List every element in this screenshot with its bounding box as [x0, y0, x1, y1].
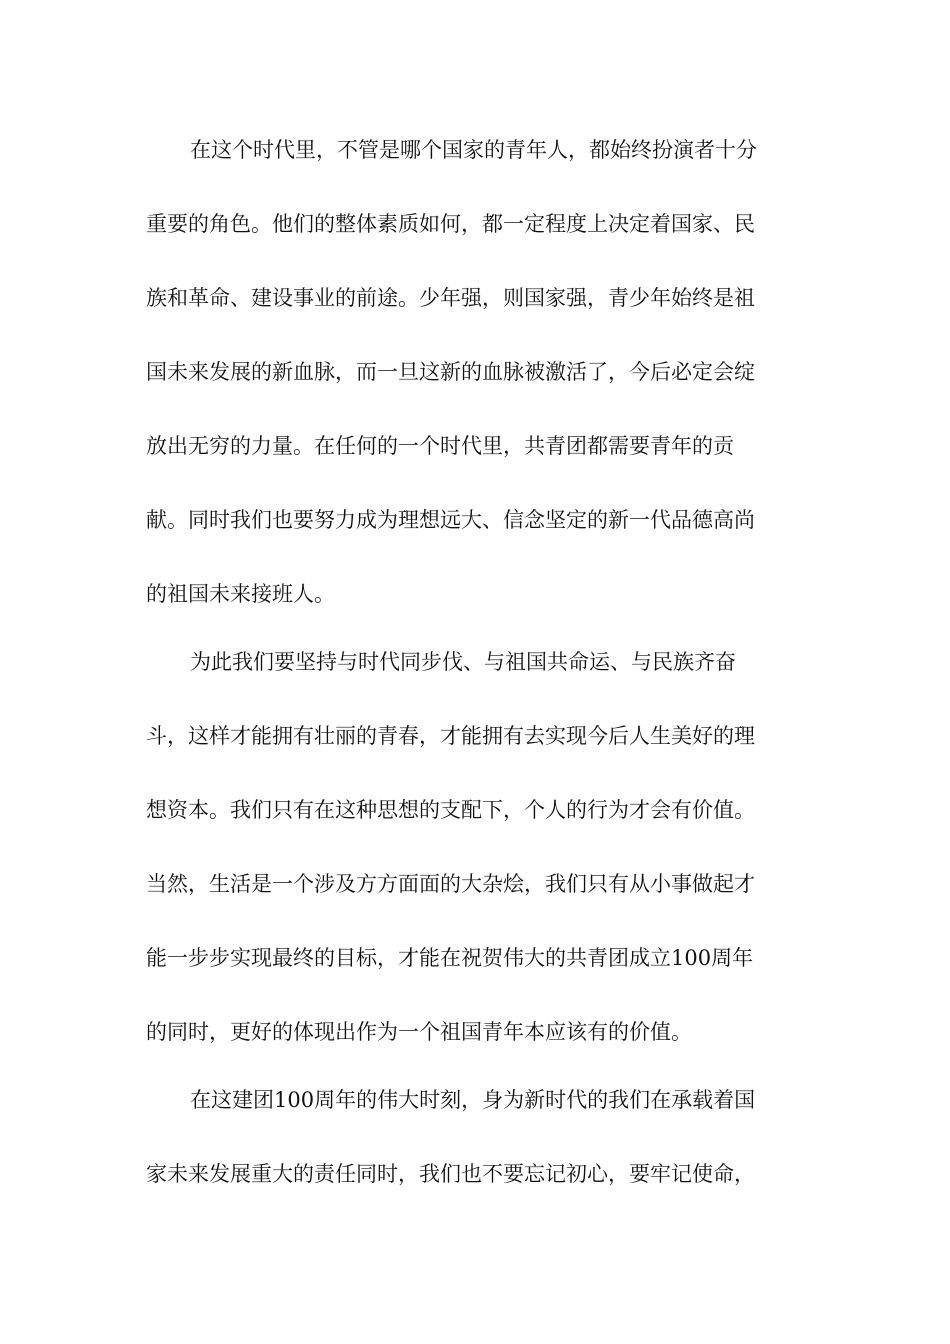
paragraph-3-line-2: 家未来发展重大的责任同时，我们也不要忘记初心，要牢记使命， — [146, 1162, 755, 1186]
paragraph-2-line-6: 的同时，更好的体现出作为一个祖国青年本应该有的价值。 — [146, 1020, 692, 1044]
paragraph-2-line-5: 能一步步实现最终的目标，才能在祝贺伟大的共青团成立100周年 — [146, 946, 754, 970]
paragraph-2-line-3: 想资本。我们只有在这种思想的支配下，个人的行为才会有价值。 — [146, 798, 755, 822]
paragraph-1-line-1: 在这个时代里，不管是哪个国家的青年人，都始终扮演者十分 — [190, 138, 757, 162]
paragraph-1-line-6: 献。同时我们也要努力成为理想远大、信念坚定的新一代品德高尚 — [146, 508, 755, 532]
paragraph-1-line-3: 族和革命、建设事业的前途。少年强，则国家强，青少年始终是祖 — [146, 286, 755, 310]
paragraph-2-line-2: 斗，这样才能拥有壮丽的青春，才能拥有去实现今后人生美好的理 — [146, 724, 755, 748]
paragraph-1-line-7: 的祖国未来接班人。 — [146, 582, 335, 606]
paragraph-1-line-4: 国未来发展的新血脉，而一旦这新的血脉被激活了，今后必定会绽 — [146, 360, 755, 384]
paragraph-3-line-1: 在这建团100周年的伟大时刻，身为新时代的我们在承载着国 — [190, 1088, 756, 1112]
paragraph-2-line-4: 当然，生活是一个涉及方方面面的大杂烩，我们只有从小事做起才 — [146, 872, 755, 896]
paragraph-1-line-5: 放出无穷的力量。在任何的一个时代里，共青团都需要青年的贡 — [146, 434, 734, 458]
paragraph-2-line-1: 为此我们要坚持与时代同步伐、与祖国共命运、与民族齐奋 — [190, 650, 736, 674]
paragraph-1-line-2: 重要的角色。他们的整体素质如何，都一定程度上决定着国家、民 — [146, 212, 755, 236]
